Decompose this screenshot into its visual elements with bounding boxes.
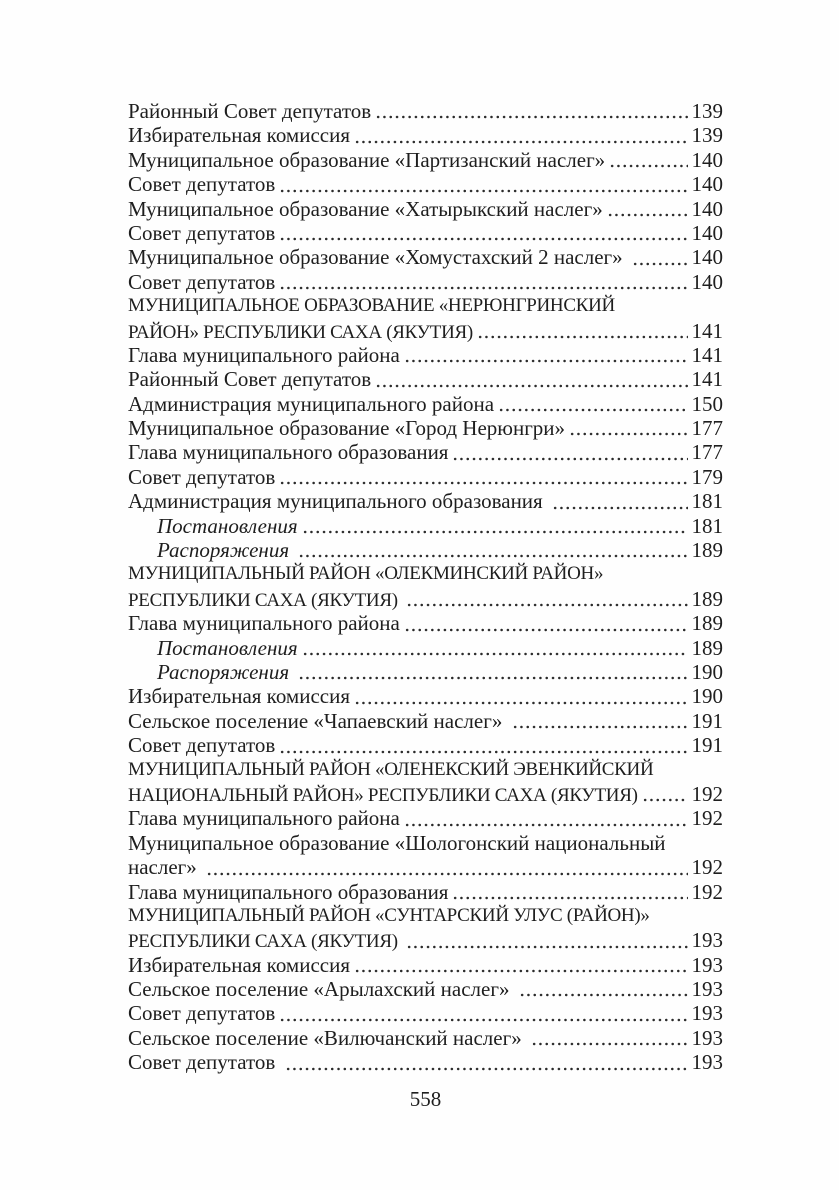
dot-leader bbox=[498, 392, 687, 416]
toc-entry-page: 140 bbox=[691, 245, 723, 270]
toc-entry bbox=[128, 221, 723, 245]
toc-entry-page: 193 bbox=[691, 1001, 723, 1026]
toc-entry-label: Избирательная комиссия bbox=[128, 684, 350, 709]
toc-entry-label: Муниципальное образование «Шологонский национальный bbox=[128, 830, 666, 855]
toc-entry-page: 189 bbox=[691, 611, 723, 636]
toc-entry-label: Совет депутатов bbox=[128, 464, 276, 489]
toc-entry-label: Сельское поселение «Арылахский наслег» bbox=[128, 977, 515, 1002]
toc-entry-label: РЕСПУБЛИКИ САХА (ЯКУТИЯ) bbox=[128, 589, 403, 611]
toc-entry-page: 192 bbox=[691, 879, 723, 904]
toc-entry bbox=[128, 831, 723, 855]
dot-leader bbox=[302, 636, 688, 660]
toc-entry-label: Муниципальное образование «Хомустахский 2 наслег» bbox=[128, 245, 628, 270]
toc-entry-page: 191 bbox=[691, 733, 723, 758]
toc-entry-label: Муниципальное образование «Город Нерюнгри» bbox=[128, 416, 566, 441]
toc-entry-page: 192 bbox=[691, 806, 723, 831]
toc-entry-page: 190 bbox=[691, 684, 723, 709]
dot-leader bbox=[279, 270, 687, 294]
toc-entry-label: Избирательная комиссия bbox=[128, 123, 350, 148]
toc-entry-page: 177 bbox=[691, 416, 723, 441]
dot-leader bbox=[375, 367, 687, 391]
toc-entry bbox=[128, 319, 723, 343]
dot-leader bbox=[609, 148, 687, 172]
dot-leader bbox=[298, 660, 687, 684]
toc-entry-label: МУНИЦИПАЛЬНЫЙ РАЙОН «ОЛЕКМИНСКИЙ РАЙОН» bbox=[128, 563, 604, 585]
toc-entry bbox=[128, 1026, 723, 1050]
toc-entry-page: 150 bbox=[691, 391, 723, 416]
dot-leader bbox=[569, 416, 687, 440]
toc-entry bbox=[128, 806, 723, 830]
toc-entry-page: 177 bbox=[691, 440, 723, 465]
toc-entry-page: 179 bbox=[691, 464, 723, 489]
dot-leader bbox=[285, 1050, 688, 1074]
toc-entry-page: 181 bbox=[691, 489, 723, 514]
toc-entry bbox=[128, 245, 723, 269]
dot-leader bbox=[404, 806, 688, 830]
dot-leader bbox=[452, 880, 687, 904]
toc-entry-label: Глава муниципального образования bbox=[128, 440, 449, 465]
toc-entry-page: 140 bbox=[691, 147, 723, 172]
toc-entry-page: 181 bbox=[691, 513, 723, 538]
toc-entry-page: 141 bbox=[691, 318, 723, 343]
table-of-contents bbox=[128, 99, 723, 1075]
toc-entry bbox=[128, 953, 723, 977]
toc-entry-label: РАЙОН» РЕСПУБЛИКИ САХА (ЯКУТИЯ) bbox=[128, 321, 473, 343]
toc-entry-label: Администрация муниципального образования bbox=[128, 489, 548, 514]
toc-entry bbox=[128, 416, 723, 440]
toc-entry bbox=[128, 611, 723, 635]
toc-entry bbox=[128, 197, 723, 221]
dot-leader bbox=[279, 221, 687, 245]
toc-entry bbox=[128, 709, 723, 733]
toc-entry-page: 193 bbox=[691, 1050, 723, 1075]
toc-entry bbox=[128, 172, 723, 196]
toc-entry-page: 193 bbox=[691, 977, 723, 1002]
toc-entry-label: НАЦИОНАЛЬНЫЙ РАЙОН» РЕСПУБЛИКИ САХА (ЯКУТИЯ) bbox=[128, 784, 638, 806]
toc-entry-page: 189 bbox=[691, 586, 723, 611]
toc-entry-page: 140 bbox=[691, 172, 723, 197]
toc-entry-page: 141 bbox=[691, 367, 723, 392]
toc-entry bbox=[128, 977, 723, 1001]
toc-entry bbox=[128, 440, 723, 464]
toc-entry bbox=[128, 148, 723, 172]
dot-leader bbox=[642, 782, 688, 806]
toc-entry-label: Совет депутатов bbox=[128, 172, 276, 197]
toc-entry-label: Постановления bbox=[157, 513, 298, 538]
toc-entry bbox=[128, 636, 723, 660]
dot-leader bbox=[632, 245, 688, 269]
toc-entry bbox=[128, 587, 723, 611]
dot-leader bbox=[298, 538, 687, 562]
toc-entry-page: 189 bbox=[691, 635, 723, 660]
toc-entry-label: Постановления bbox=[157, 635, 298, 660]
toc-entry-page: 193 bbox=[691, 1025, 723, 1050]
toc-entry-label: Сельское поселение «Чапаевский наслег» bbox=[128, 708, 508, 733]
dot-leader bbox=[279, 465, 687, 489]
toc-entry-label: Совет депутатов bbox=[128, 220, 276, 245]
toc-entry-label: МУНИЦИПАЛЬНЫЙ РАЙОН «СУНТАРСКИЙ УЛУС (РАЙОН)» bbox=[128, 904, 650, 926]
toc-entry-label: МУНИЦИПАЛЬНЫЙ РАЙОН «ОЛЕНЕКСКИЙ ЭВЕНКИЙСКИЙ bbox=[128, 758, 654, 780]
toc-entry-label: Избирательная комиссия bbox=[128, 952, 350, 977]
dot-leader bbox=[607, 197, 688, 221]
toc-entry bbox=[128, 270, 723, 294]
toc-entry bbox=[128, 733, 723, 757]
dot-leader bbox=[552, 489, 688, 513]
toc-entry-page: 189 bbox=[691, 538, 723, 563]
toc-entry-page: 140 bbox=[691, 220, 723, 245]
toc-entry bbox=[128, 660, 723, 684]
toc-entry-page: 139 bbox=[691, 123, 723, 148]
toc-entry bbox=[128, 1050, 723, 1074]
dot-leader bbox=[477, 319, 688, 343]
toc-entry bbox=[128, 99, 723, 123]
toc-entry-label: Совет депутатов bbox=[128, 269, 276, 294]
toc-entry-label: Совет депутатов bbox=[128, 1001, 276, 1026]
toc-entry-label: РЕСПУБЛИКИ САХА (ЯКУТИЯ) bbox=[128, 931, 403, 953]
toc-entry-page: 193 bbox=[691, 952, 723, 977]
toc-entry-page: 140 bbox=[691, 196, 723, 221]
toc-entry-label: Глава муниципального образования bbox=[128, 879, 449, 904]
dot-leader bbox=[512, 709, 688, 733]
dot-leader bbox=[206, 855, 687, 879]
toc-entry bbox=[128, 1001, 723, 1025]
toc-entry-label: Распоряжения bbox=[157, 538, 295, 563]
toc-entry bbox=[128, 782, 723, 806]
toc-entry-label: Администрация муниципального района bbox=[128, 391, 495, 416]
page-footer-number: 558 bbox=[409, 1087, 442, 1111]
toc-entry-label: Глава муниципального района bbox=[128, 342, 400, 367]
toc-entry-label: МУНИЦИПАЛЬНОЕ ОБРАЗОВАНИЕ «НЕРЮНГРИНСКИЙ bbox=[128, 295, 615, 317]
toc-entry bbox=[128, 928, 723, 952]
toc-entry bbox=[128, 880, 723, 904]
dot-leader bbox=[302, 514, 688, 538]
toc-entry-page: 139 bbox=[691, 99, 723, 123]
toc-entry-label: Районный Совет депутатов bbox=[128, 99, 372, 123]
dot-leader bbox=[279, 733, 687, 757]
toc-entry-label: Совет депутатов bbox=[128, 733, 276, 758]
toc-entry-page: 141 bbox=[691, 342, 723, 367]
toc-entry-label: Муниципальное образование «Партизанский наслег» bbox=[128, 147, 606, 172]
dot-leader bbox=[404, 343, 688, 367]
toc-entry bbox=[128, 489, 723, 513]
dot-leader bbox=[404, 611, 688, 635]
toc-entry bbox=[128, 538, 723, 562]
toc-entry bbox=[128, 392, 723, 416]
toc-entry bbox=[128, 758, 723, 782]
toc-entry bbox=[128, 904, 723, 928]
toc-entry-label: Глава муниципального района bbox=[128, 611, 400, 636]
dot-leader bbox=[375, 99, 687, 123]
toc-entry-page: 192 bbox=[691, 781, 723, 806]
toc-entry-label: Глава муниципального района bbox=[128, 806, 400, 831]
toc-entry bbox=[128, 514, 723, 538]
toc-entry bbox=[128, 343, 723, 367]
dot-leader bbox=[531, 1026, 688, 1050]
toc-entry-label: Совет депутатов bbox=[128, 1050, 281, 1075]
toc-entry bbox=[128, 465, 723, 489]
toc-entry-page: 191 bbox=[691, 708, 723, 733]
page-footer bbox=[128, 1087, 723, 1111]
toc-entry-label: Муниципальное образование «Хатырыкский наслег» bbox=[128, 196, 603, 221]
toc-entry bbox=[128, 684, 723, 708]
dot-leader bbox=[279, 172, 687, 196]
dot-leader bbox=[406, 928, 687, 952]
dot-leader bbox=[406, 587, 687, 611]
toc-entry bbox=[128, 855, 723, 879]
toc-entry-page: 193 bbox=[691, 928, 723, 953]
toc-entry-label: наслег» bbox=[128, 855, 203, 880]
toc-entry-label: Районный Совет депутатов bbox=[128, 367, 372, 392]
dot-leader bbox=[354, 684, 688, 708]
toc-entry bbox=[128, 367, 723, 391]
toc-entry bbox=[128, 562, 723, 586]
toc-entry-label: Сельское поселение «Вилючанский наслег» bbox=[128, 1025, 527, 1050]
dot-leader bbox=[354, 953, 688, 977]
toc-entry bbox=[128, 123, 723, 147]
toc-entry-label: Распоряжения bbox=[157, 659, 295, 684]
toc-entry-page: 190 bbox=[691, 659, 723, 684]
toc-entry bbox=[128, 294, 723, 318]
dot-leader bbox=[519, 977, 688, 1001]
toc-entry-page: 192 bbox=[691, 855, 723, 880]
dot-leader bbox=[354, 123, 688, 147]
dot-leader bbox=[452, 440, 687, 464]
toc-entry-page: 140 bbox=[691, 269, 723, 294]
dot-leader bbox=[279, 1001, 687, 1025]
